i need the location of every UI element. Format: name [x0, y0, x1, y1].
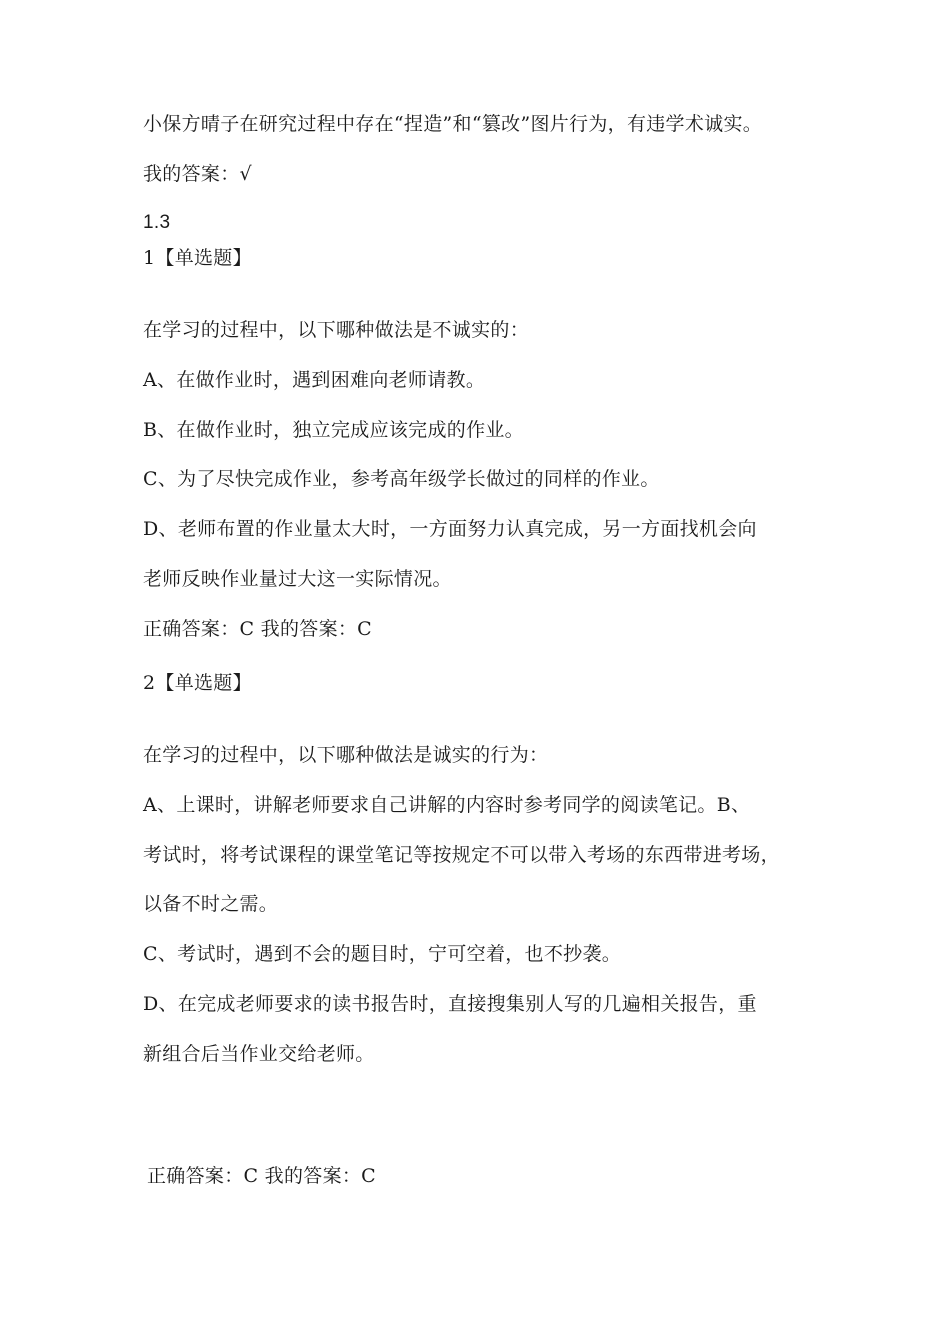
question-2-option-c: C、考试时，遇到不会的题目时，宁可空着，也不抄袭。: [143, 943, 622, 965]
question-1-stem: 在学习的过程中，以下哪种做法是不诚实的：: [143, 319, 530, 341]
my-answer-text: 我的答案：√: [143, 163, 252, 185]
question-1-option-a: A、在做作业时，遇到困难向老师请教。: [143, 369, 486, 391]
question-2-option-b-cont: 以备不时之需。: [143, 893, 279, 915]
question-2-option-b: 考试时，将考试课程的课堂笔记等按规定不可以带入考场的东西带进考场，: [143, 844, 780, 866]
question-2-answer: 正确答案：C 我的答案：C: [147, 1165, 377, 1187]
question-2-option-d: D、在完成老师要求的读书报告时，直接搜集别人写的几遍相关报告，重: [143, 993, 757, 1015]
question-1-option-d: D、老师布置的作业量太大时，一方面努力认真完成，另一方面找机会向: [143, 518, 757, 540]
question-1-answer: 正确答案：C 我的答案：C: [143, 618, 373, 640]
section-number: 1.3: [143, 212, 171, 233]
question-2-header: 2【单选题】: [143, 672, 252, 694]
question-1-option-b: B、在做作业时，独立完成应该完成的作业。: [143, 419, 524, 441]
question-1-option-c: C、为了尽快完成作业，参考高年级学长做过的同样的作业。: [143, 468, 660, 490]
question-1-option-d-cont: 老师反映作业量过大这一实际情况。: [143, 568, 452, 590]
question-1-header: 1【单选题】: [143, 247, 252, 269]
question-2-option-d-cont: 新组合后当作业交给老师。: [143, 1043, 375, 1065]
question-2-option-a: A、上课时，讲解老师要求自己讲解的内容时参考同学的阅读笔记。B、: [143, 794, 751, 816]
statement-text: 小保方晴子在研究过程中存在“捏造”和“篡改”图片行为，有违学术诚实。: [143, 113, 763, 135]
question-2-stem: 在学习的过程中，以下哪种做法是诚实的行为：: [143, 744, 549, 766]
